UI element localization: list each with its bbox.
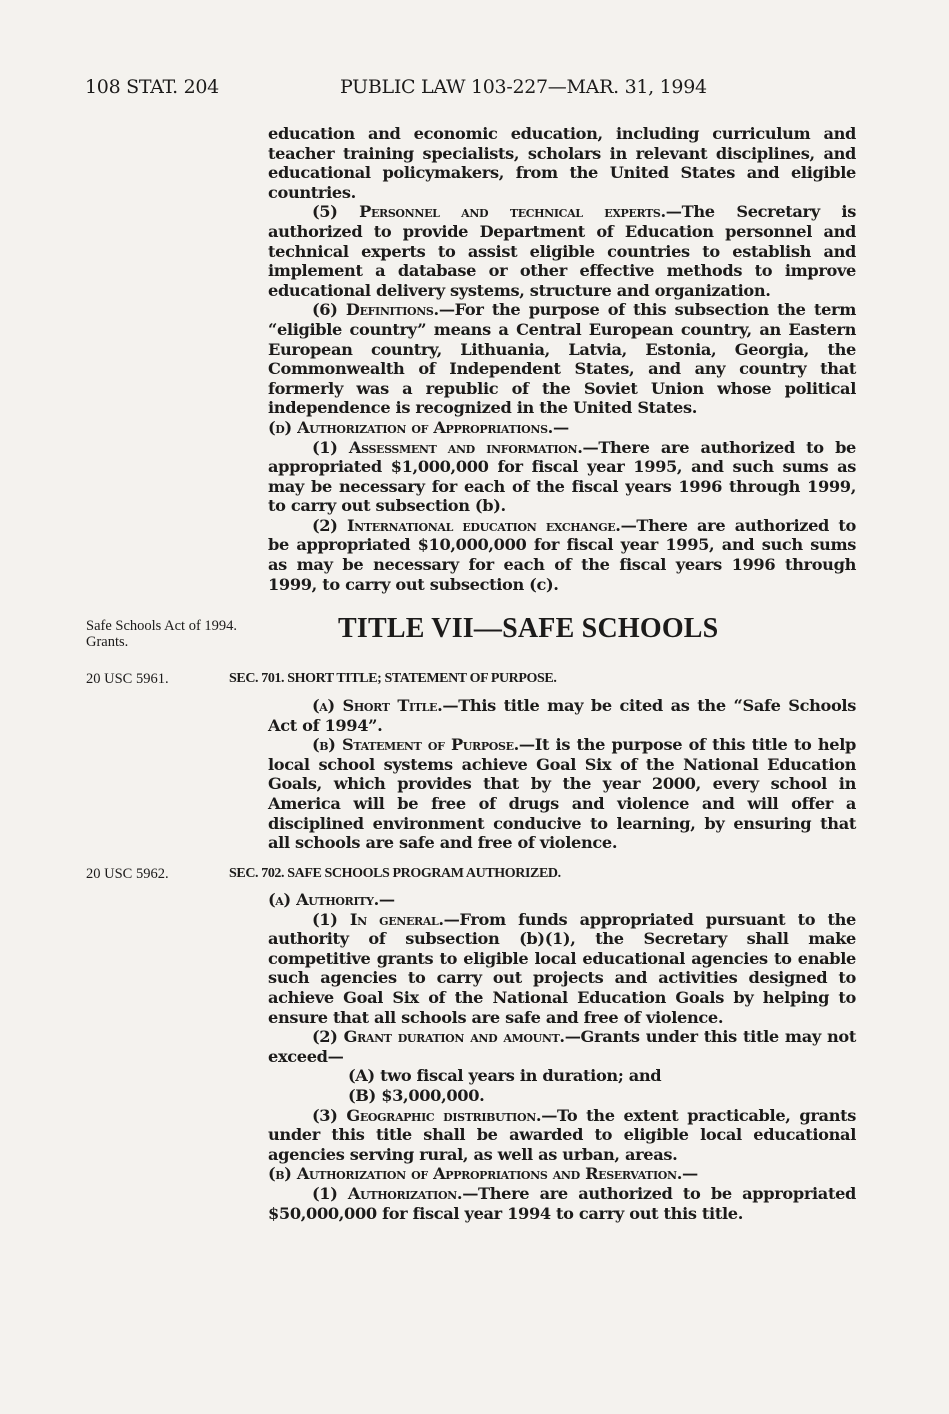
paragraph-b1: (1) Authorization.—There are authorized to be appropriated $50,000,000 for fiscal year 1994 to carry out this title. [268, 1183, 856, 1223]
section-701-body [268, 696, 856, 853]
paragraph-d1: (1) Assessment and information.—There are authorized to be appropriated $1,000,000 for fiscal year 1995, and such sums as may be necessary for each of the fiscal years 1996 through 1999, to carry out subsection (b). [268, 437, 857, 516]
page-reference: 108 STAT. 204 [85, 76, 219, 98]
margin-note-usc-5961: 20 USC 5961. [86, 671, 169, 687]
subsection-a: (a) Authority.— [268, 890, 395, 909]
section-702-heading: SEC. 702. SAFE SCHOOLS PROGRAM AUTHORIZED. [229, 866, 561, 881]
paragraph: education and economic education, including curriculum and teacher training specialists, scholars in relevant disciplines, and educational policymakers, from the United States and eligible countries. [268, 124, 856, 202]
title-heading: TITLE VII—SAFE SCHOOLS [338, 613, 719, 644]
subsection-d: (d) Authorization of Appropriations.— [268, 417, 569, 437]
subsection-a: (a) Short Title.—This title may be cited as the “Safe Schools Act of 1994”. [268, 696, 856, 735]
section-701-heading: SEC. 701. SHORT TITLE; STATEMENT OF PURPOSE. [229, 671, 557, 686]
subparagraph-B: (B) $3,000,000. [348, 1085, 485, 1105]
section-702-body [268, 890, 856, 1223]
section-continuation [268, 124, 856, 594]
subparagraph-A: (A) two fiscal years in duration; and [348, 1066, 662, 1086]
paragraph-a2: (2) Grant duration and amount.—Grants under this title may not exceed— [268, 1027, 856, 1066]
paragraph-5: (5) Personnel and technical experts.—The Secretary is authorized to provide Department of Education personnel and technical experts to assist eligible countries to establish and implement a database or other effective methods to improve educational delivery systems, structure and organization. [268, 202, 856, 300]
paragraph-6: (6) Definitions.—For the purpose of this subsection the term “eligible country” means a Central European country, an Eastern European country, Lithuania, Latvia, Estonia, Georgia, the Commonwealth of Independent States, and any country that formerly was a republic of the Soviet Union whose political independence is recognized in the United States. [268, 300, 856, 418]
paragraph-a3: (3) Geographic distribution.—To the extent practicable, grants under this title shall be awarded to eligible local educational agencies serving rural, as well as urban, areas. [268, 1105, 856, 1164]
margin-note-usc-5962: 20 USC 5962. [86, 866, 169, 882]
margin-note-act: Safe Schools Act of 1994. Grants. [86, 618, 238, 650]
paragraph-a1: (1) In general.—From funds appropriated pursuant to the authority of subsection (b)(1), the Secretary shall make competitive grants to eligible local educational agencies to enable such agencies to carry out projects and activities designed to achieve Goal Six of the National Education Goals by helping to ensure that all schools are safe and free of violence. [268, 909, 856, 1027]
running-header: PUBLIC LAW 103-227—MAR. 31, 1994 [340, 76, 707, 98]
paragraph-d2: (2) International education exchange.—There are authorized to be appropriated $10,000,000 for fiscal year 1995, and such sums as may be necessary for each of the fiscal years 1996 through 1999, to carry out subsection (c). [268, 515, 857, 594]
subsection-b: (b) Authorization of Appropriations and Reservation.— [268, 1164, 698, 1184]
subsection-b: (b) Statement of Purpose.—It is the purpose of this title to help local school systems achieve Goal Six of the National Education Goals, which provides that by the year 2000, every school in America will be free of drugs and violence and will offer a disciplined environment conducive to learning, by ensuring that all schools are safe and free of violence. [268, 735, 857, 853]
